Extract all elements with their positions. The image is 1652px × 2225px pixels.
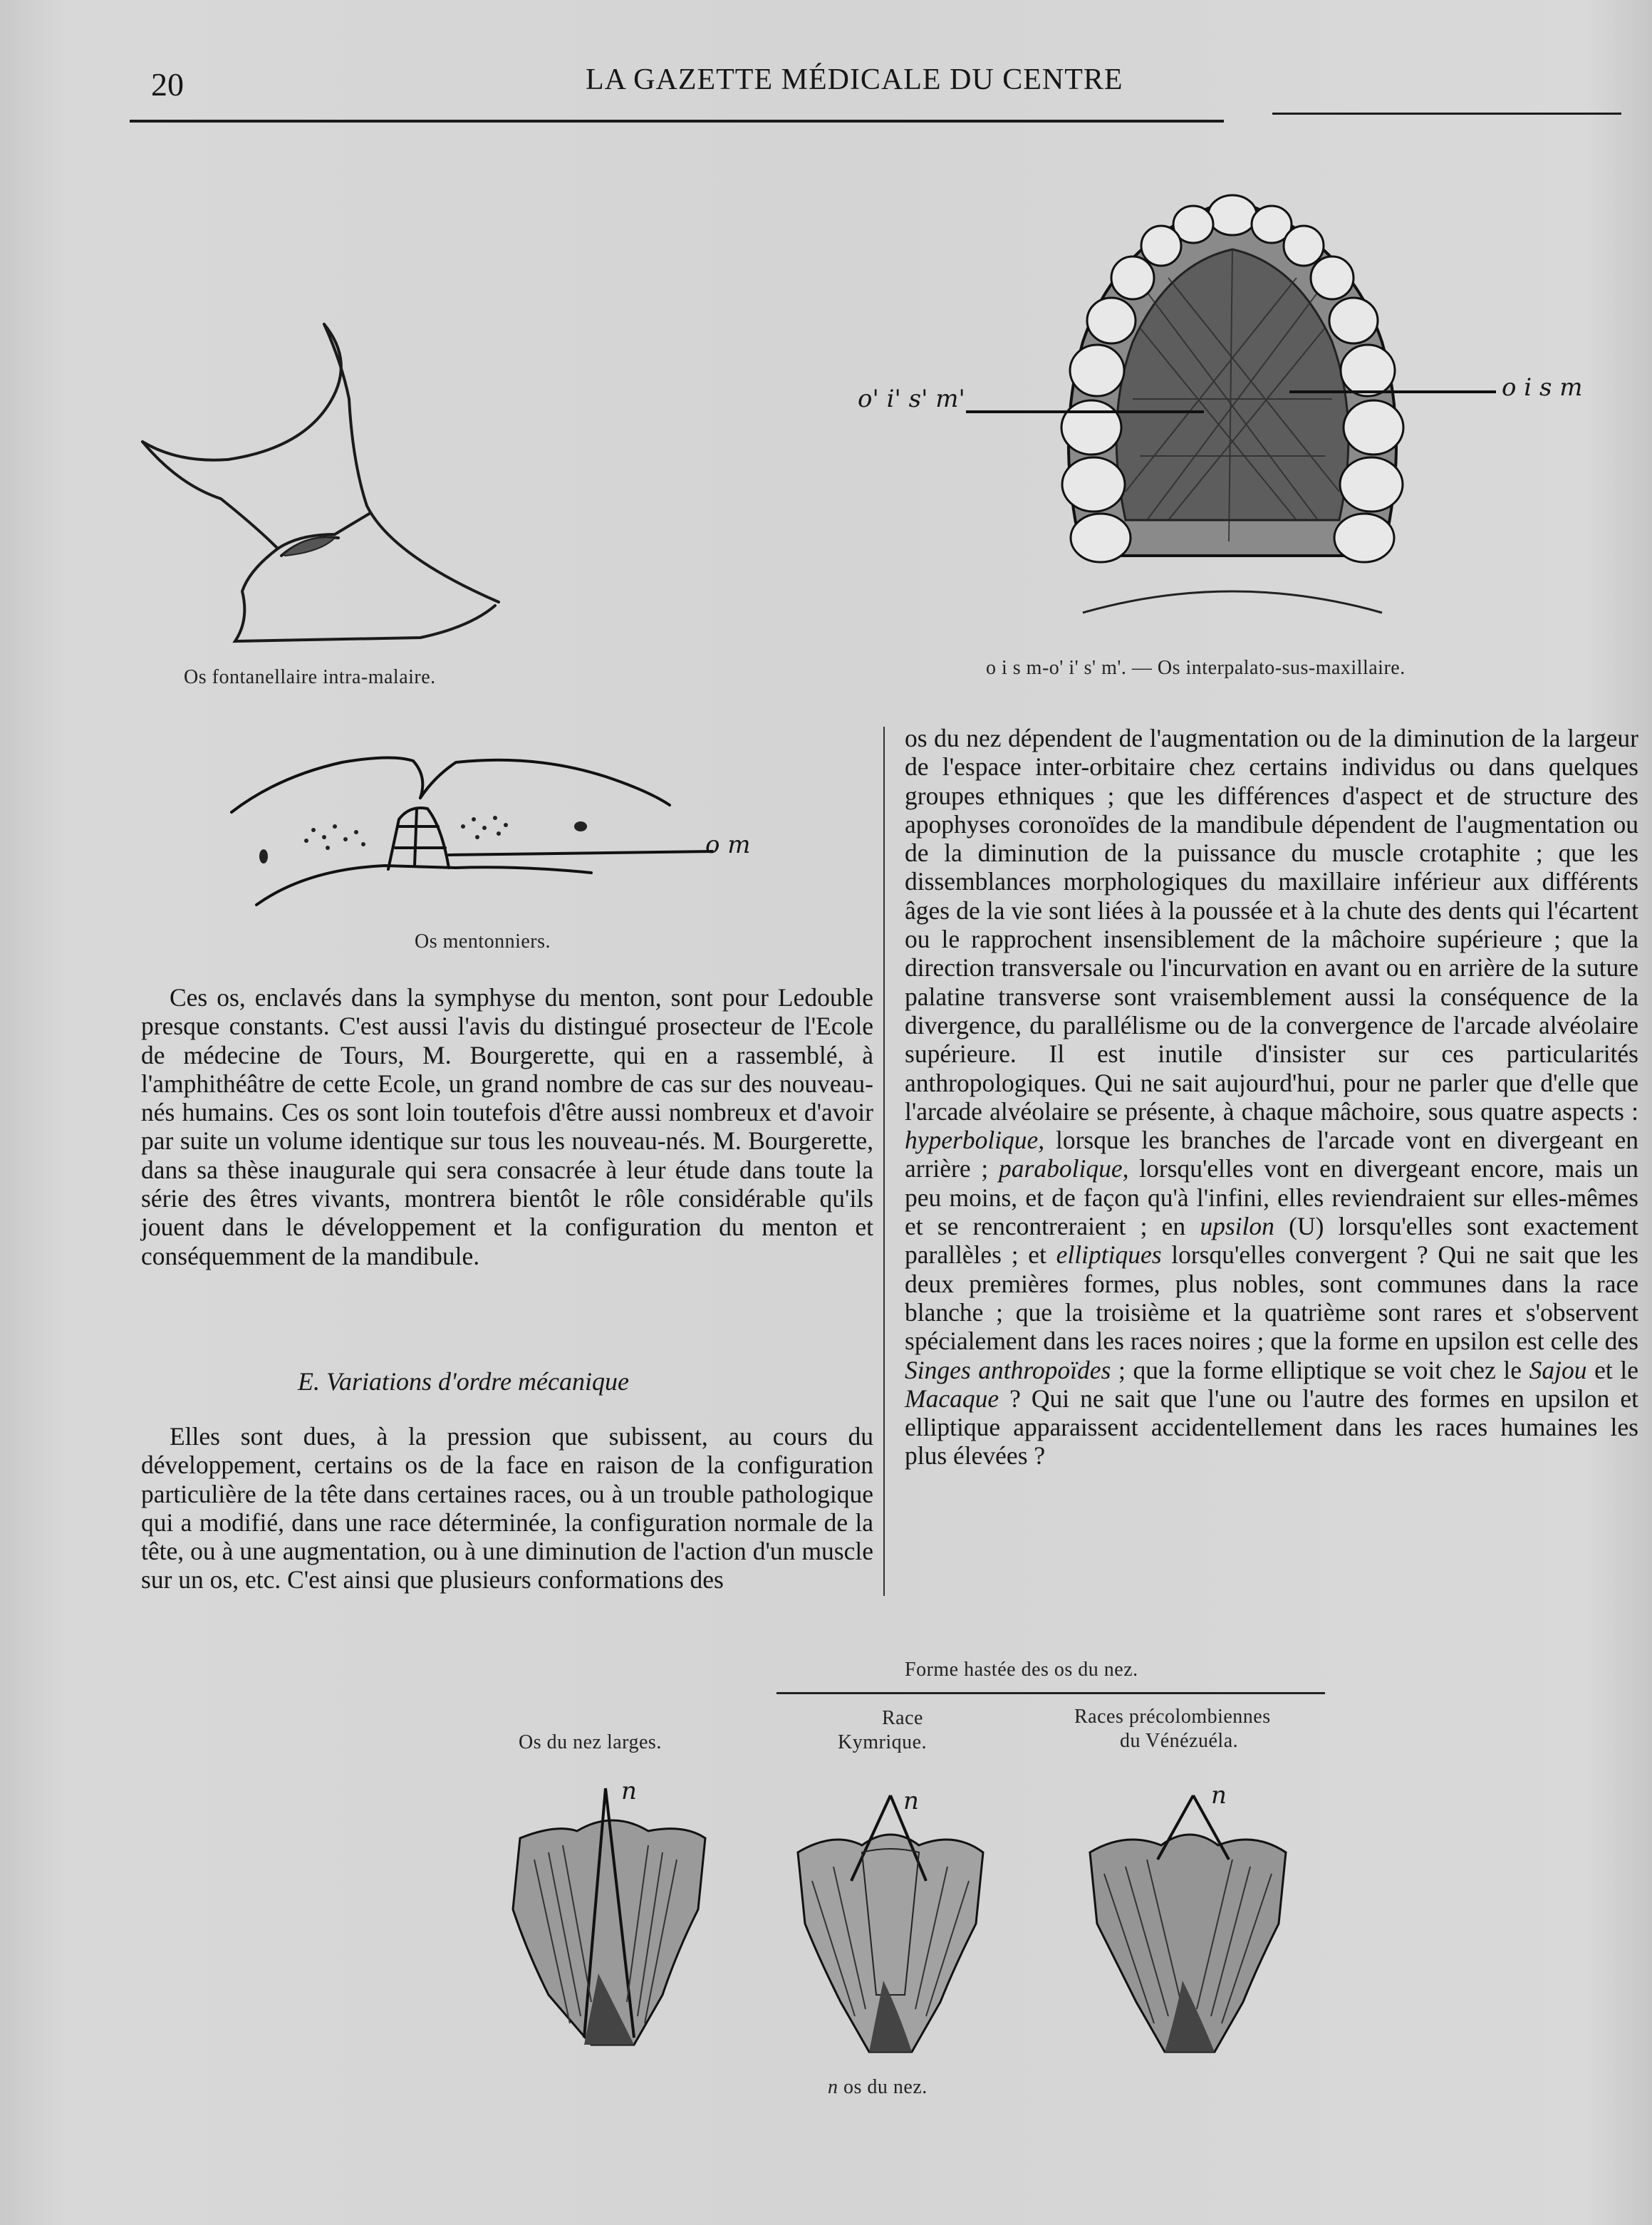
group-bracket: [776, 1692, 1325, 1694]
text-run: lorsque les branches de l'arcade vont en divergeant en arrière ;: [905, 1126, 1638, 1183]
text-run: lorsqu'elles convergent ? Qui ne sait que les deux premières formes, plus nobles, sont communes dans la race blanche ; que la troisième et la quatrième sont rares et s'observent spécialement dans les races noires ; que la forme en upsilon est celle des: [905, 1240, 1638, 1356]
italic-term: Macaque: [905, 1384, 999, 1413]
italic-term: upsilon: [1200, 1212, 1274, 1241]
text-run: ? Qui ne sait que l'une ou l'autre des formes en upsilon et elliptique apparaissent accidentellement dans les races humaines les plus élevées ?: [905, 1384, 1638, 1471]
palate-figure: [1040, 185, 1439, 641]
nose-panel-2-caption-line1: Race: [882, 1707, 923, 1729]
caption-italic-n: n: [828, 2076, 838, 2098]
nose-group-caption: Forme hastée des os du nez.: [905, 1659, 1138, 1681]
italic-term: hyperbolique,: [905, 1126, 1045, 1155]
nose-panel-3-caption-line1: Races précolombiennes: [1074, 1706, 1271, 1728]
running-title: LA GAZETTE MÉDICALE DU CENTRE: [586, 63, 1123, 96]
italic-term: elliptiques: [1056, 1240, 1162, 1270]
text-run: os du nez dépendent de l'augmentation ou de la diminution de la largeur de l'espace inter-orbitaire chez certains individus ou dans quelques groupes ethniques ; que les différences d'aspect et de structure des apophyses coronoïdes de la mandibule dépendent de l'augmentation ou de la diminution de la puissance du muscle crotaphite ; que les dissemblances morphologiques du maxillaire inférieur aux différents âges de la vie sont liées à la poussée et à la chute des dents qui l'écartent ou le rapprochent insensiblement de la mâchoire supérieure ; que la direction transversale ou l'incurvation en avant ou en arrière de la suture palatine transverse sont vraisemblement aussi la conséquence de la divergence, du parallélisme ou de la convergence de l'arcade alvéolaire supérieure. Il est inutile d'insister sur ces particularités anthropologiques. Qui ne sait aujourd'hui, pour ne parler que d'elle que l'arcade alvéolaire se présente, à chaque mâchoire, sous quatre aspects :: [905, 724, 1638, 1126]
text-run: (U) lorsqu'elles sont exactement parallèles ; et: [905, 1212, 1638, 1270]
text-run: et le: [1586, 1355, 1638, 1384]
italic-term: Sajou: [1529, 1355, 1587, 1384]
nose-figure-caption: [828, 2076, 928, 2099]
italic-term: parabolique,: [999, 1154, 1129, 1183]
nose-panel-3-caption-line2: du Vénézuéla.: [1120, 1730, 1239, 1752]
text-run: lorsqu'elles vont en divergeant encore, mais un peu moins, et de façon qu'à l'infini, elles reviendraient sur elles-mêmes et se rencontreraient ; en: [905, 1154, 1639, 1241]
nose-label-n-1: n: [621, 1777, 637, 1805]
left-column-lower: [141, 1422, 873, 1594]
nose-panel-1-caption: Os du nez larges.: [519, 1731, 662, 1753]
caption-text: os du nez.: [838, 2076, 928, 2098]
text-run: ; que la forme elliptique se voit chez le: [1111, 1355, 1529, 1384]
palate-label-left: o' i' s' m': [858, 385, 965, 413]
chin-label: o m: [705, 831, 751, 859]
chin-bones-figure: [221, 748, 719, 912]
paragraph-continued: [905, 724, 1638, 1471]
paragraph-chin-bones: Ces os, enclavés dans la symphyse du menton, sont pour Ledouble presque constants. C'est aussi l'avis du distingué prosecteur de l'Ecole de médecine de Tours, M. Bourgerette, qui en a rassemblé, à l'amphithéâtre de cette Ecole, un grand nombre de cas sur des nouveau-nés humains. Ces os sont loin toutefois d'être aussi nombreux et d'avoir par suite un volume identique sur tous les nouveau-nés. M. Bourgerette, dans sa thèse inaugurale qui sera consacrée à leur étude dans toute la série des êtres vivants, montrera bientôt le rôle considérable qu'ils jouent dans le développement et la configuration du menton et conséquemment de la mandibule.: [141, 983, 873, 1270]
nose-label-n-2: n: [903, 1787, 919, 1815]
malar-bone-figure: [135, 321, 520, 655]
nose-panel-3: [1076, 1781, 1297, 2059]
right-column: [905, 724, 1638, 1471]
chin-caption: Os mentonniers.: [415, 930, 551, 953]
palate-label-right: o i s m: [1502, 373, 1583, 402]
palate-caption: o i s m-o' i' s' m'. — Os interpalato-sus-maxillaire.: [986, 657, 1406, 679]
page-number: 20: [151, 66, 184, 103]
header-rule-right: [1272, 113, 1621, 115]
header-rule-left: [130, 120, 1224, 123]
nose-panel-1: [492, 1767, 719, 2052]
left-column: [141, 983, 873, 1270]
malar-caption: Os fontanellaire intra-malaire.: [184, 666, 436, 688]
paragraph-mechanical: Elles sont dues, à la pression que subissent, au cours du développement, certains os de la face en raison de la configuration particulière de la tête dans certaines races, ou à un trouble pathologique qui a modifié, dans une race déterminée, la configuration normale de la tête, ou à une augmentation, ou à une diminution de l'action d'un muscle sur un os, etc. C'est ainsi que plusieurs conformations des: [141, 1422, 873, 1594]
section-heading: E. Variations d'ordre mécanique: [298, 1367, 629, 1396]
column-divider: [883, 727, 885, 1596]
nose-panel-2: [784, 1781, 997, 2059]
nose-panel-2-caption-line2: Kymrique.: [838, 1731, 928, 1753]
nose-label-n-3: n: [1211, 1781, 1227, 1810]
italic-term: Singes anthropoïdes: [905, 1355, 1111, 1384]
